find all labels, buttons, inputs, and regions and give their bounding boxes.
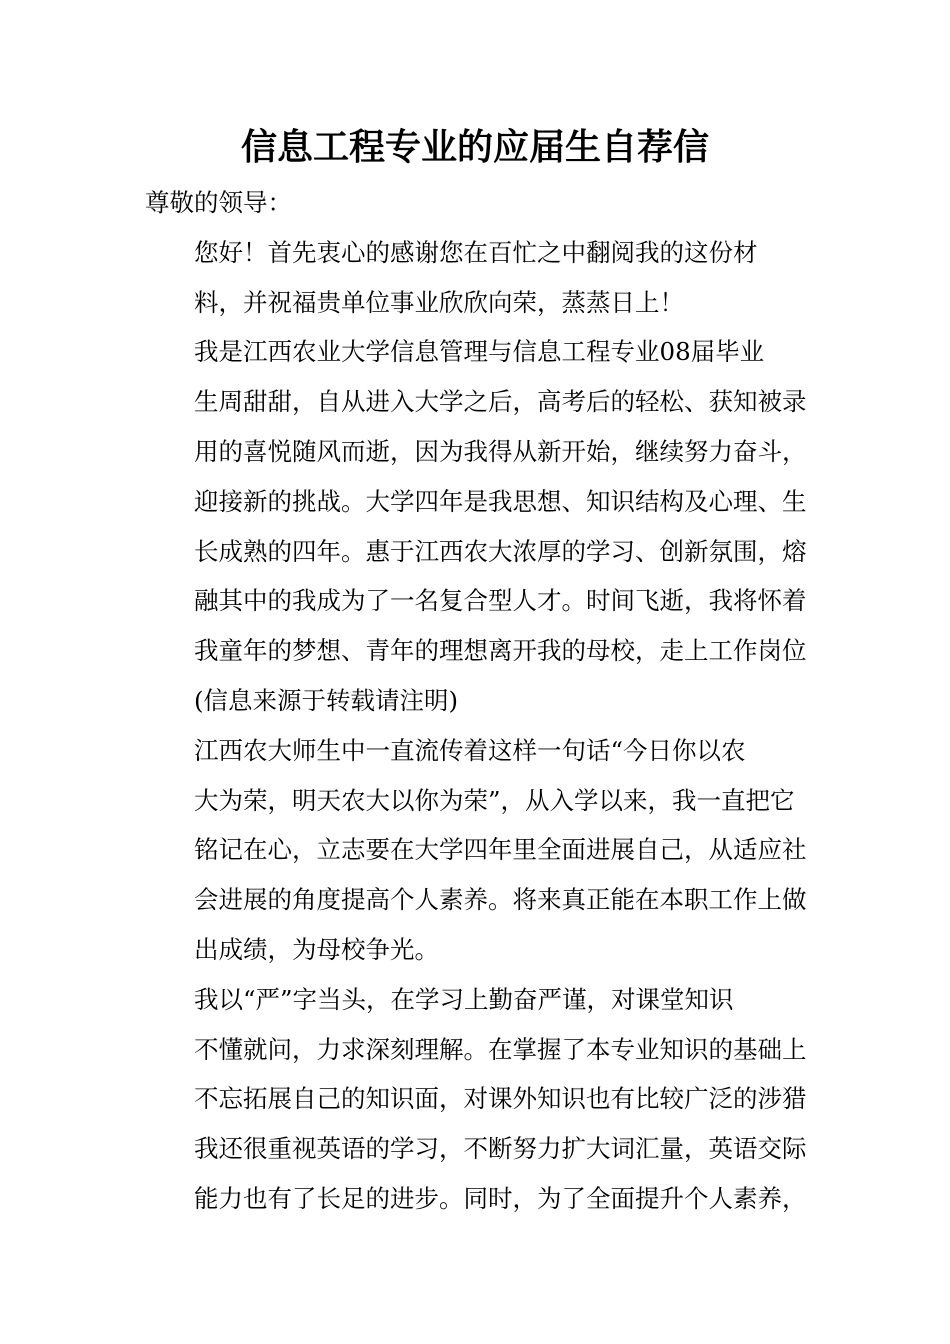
- paragraph-study: [145, 975, 810, 1224]
- text-line: 大为荣，明天农大以你为荣”，从入学以来，我一直把它: [194, 785, 795, 815]
- text-line: 能力也有了长足的进步。同时，为了全面提升个人素养，: [194, 1183, 807, 1213]
- paragraph-motto: [145, 726, 810, 975]
- text-line: 不懂就问，力求深刻理解。在掌握了本专业知识的基础上: [194, 1034, 807, 1064]
- text-line: 江西农大师生中一直流传着这样一句话“今日你以农: [194, 735, 746, 765]
- paragraph-greeting: [145, 228, 810, 328]
- text-line: 长成熟的四年。惠于江西农大浓厚的学习、创新氛围，熔: [194, 536, 807, 566]
- text-line: 我以“严”字当头，在学习上勤奋严谨，对课堂知识: [194, 984, 734, 1014]
- salutation: 尊敬的领导：: [145, 188, 292, 217]
- document-title: 信息工程专业的应届生自荐信: [240, 127, 709, 168]
- letter-body: [145, 178, 810, 1224]
- text-line: (信息来源于转载请注明): [194, 685, 459, 715]
- text-line: 生周甜甜，自从进入大学之后，高考后的轻松、获知被录: [194, 387, 807, 417]
- text-line: 迎接新的挑战。大学四年是我思想、知识结构及心理、生: [194, 486, 807, 516]
- text-line: 融其中的我成为了一名复合型人才。时间飞逝，我将怀着: [194, 586, 807, 616]
- text-line: 铭记在心，立志要在大学四年里全面进展自己，从适应社: [194, 835, 807, 865]
- text-line: 会进展的角度提高个人素养。将来真正能在本职工作上做: [194, 885, 807, 915]
- text-line: 我童年的梦想、青年的理想离开我的母校，走上工作岗位: [194, 636, 807, 666]
- text-line: 不忘拓展自己的知识面，对课外知识也有比较广泛的涉猎: [194, 1084, 807, 1114]
- text-line: 用的喜悦随风而逝，因为我得从新开始，继续努力奋斗，: [194, 436, 807, 466]
- text-line: 您好！首先衷心的感谢您在百忙之中翻阅我的这份材: [194, 237, 758, 267]
- text-line: 料，并祝福贵单位事业欣欣向荣，蒸蒸日上！: [194, 287, 684, 317]
- text-line: 我是江西农业大学信息管理与信息工程专业08届毕业: [194, 337, 765, 367]
- text-line: 出成绩，为母校争光。: [194, 934, 439, 964]
- text-line: 我还很重视英语的学习，不断努力扩大词汇量，英语交际: [194, 1134, 807, 1164]
- paragraph-introduction: [145, 327, 810, 725]
